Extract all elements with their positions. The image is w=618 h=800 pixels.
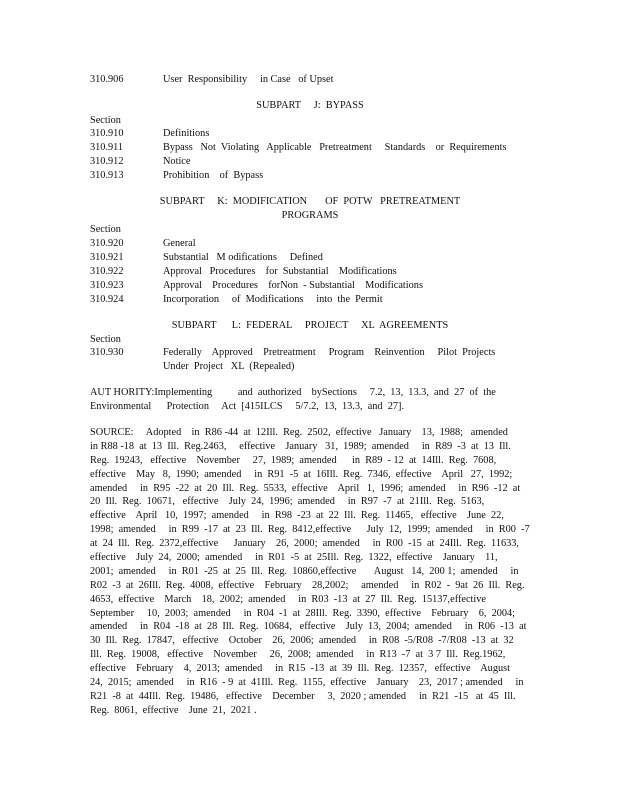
source-line: amended in R95 -22 at 20 Ill. Reg. 5533, effective April 1, 1996; amended in R96 -12 at [90, 482, 521, 494]
section-number: 310.921 [90, 252, 124, 263]
section-title: Approval Procedures for Substantial Modifications [163, 266, 397, 277]
source-line: Reg. 19243, effective November 27, 1989; amended in R89 - 12 at 14Ill. Reg. 7608, [90, 454, 497, 466]
source-line: 2001; amended in R01 -25 at 25 Ill. Reg. 10860,effective August 14, 200 1; amended in [90, 565, 519, 577]
section-number: 310.930 [90, 347, 124, 358]
source-line: at 24 Ill. Reg. 2372,effective January 26, 2000; amended in R00 -15 at 24Ill. Reg. 11633, [90, 538, 519, 550]
section-title: Definitions [163, 128, 210, 139]
subpart-k-heading-continued: PROGRAMS [281, 210, 339, 221]
subpart-j-heading: SUBPART J: BYPASS [256, 100, 364, 111]
section-number: 310.910 [90, 128, 124, 139]
source-line: effective May 8, 1990; amended in R91 -5 at 16Ill. Reg. 7346, effective April 27, 1992; [90, 468, 513, 480]
section-title: Prohibition of Bypass [163, 170, 264, 181]
source-line: 20 Ill. Reg. 10671, effective July 24, 1996; amended in R97 -7 at 21Ill. Reg. 5163, [90, 496, 485, 508]
section-title: Bypass Not Violating Applicable Pretreatment Standards or Requirements [163, 142, 507, 153]
source-line: effective February 4, 2013; amended in R15 -13 at 39 Ill. Reg. 12357, effective August [90, 663, 510, 675]
source-line: 1998; amended in R99 -17 at 23 Ill. Reg. 8412,effective July 12, 1999; amended in R00 -7 [90, 524, 530, 536]
source-line: SOURCE: Adopted in R86 -44 at 12Ill. Reg. 2502, effective January 13, 1988; amended [90, 427, 508, 438]
source-line: R21 -8 at 44Ill. Reg. 19486, effective December 3, 2020 ; amended in R21 -15 at 45 Ill. [90, 690, 516, 702]
subpart-l-heading: SUBPART L: FEDERAL PROJECT XL AGREEMENTS [171, 320, 449, 331]
authority-note [90, 386, 512, 414]
source-line: Ill. Reg. 19008, effective November 26, 2008; amended in R13 -7 at 3 7 Ill. Reg.1962, [90, 649, 506, 661]
section-title: Under Project XL (Repealed) [163, 361, 295, 372]
source-line: 24, 2015; amended in R16 - 9 at 41Ill. Reg. 1155, effective January 23, 2017 ; amended in [90, 677, 524, 689]
source-line: 30 Ill. Reg. 17847, effective October 26, 2006; amended in R08 -5/R08 -7/R08 -13 at 32 [90, 635, 514, 647]
section-number: 310.924 [90, 294, 124, 305]
section-number: 310.906 [90, 74, 124, 85]
source-line: Reg. 8061, effective June 21, 2021 . [90, 704, 257, 716]
source-line: amended in R04 -18 at 28 Ill. Reg. 10684, effective July 13, 2004; amended in R06 -13 at [90, 621, 527, 633]
section-number: 310.920 [90, 238, 124, 249]
source-line: September 10, 2003; amended in R04 -1 at 28Ill. Reg. 3390, effective February 6, 2004; [90, 607, 516, 619]
authority-line: Environmental Protection Act [415ILCS 5/7.2, 13, 13.3, and 27]. [90, 400, 405, 412]
section-label: Section [90, 224, 121, 235]
section-title: Notice [163, 156, 191, 167]
section-title: Federally Approved Pretreatment Program Reinvention Pilot Projects [163, 347, 496, 358]
authority-line: AUT HORITY:Implementing and authorized bySections 7.2, 13, 13.3, and 27 of the [90, 387, 496, 398]
section-number: 310.922 [90, 266, 124, 277]
section-title: Incorporation of Modifications into the Permit [163, 294, 383, 305]
section-label: Section [90, 115, 121, 126]
source-line: effective July 24, 2000; amended in R01 -5 at 25Ill. Reg. 1322, effective January 11, [90, 552, 498, 564]
section-number: 310.923 [90, 280, 124, 291]
source-line: effective April 10, 1997; amended in R98 -23 at 22 Ill. Reg. 11465, effective June 22, [90, 510, 504, 522]
section-number: 310.913 [90, 170, 124, 181]
source-line: R02 -3 at 26Ill. Reg. 4008, effective February 28,2002; amended in R02 - 9at 26 Ill. Reg. [90, 579, 525, 591]
section-number: 310.911 [90, 142, 124, 153]
source-line: in R88 -18 at 13 Ill. Reg.2463, effective January 31, 1989; amended in R89 -3 at 13 Ill. [90, 440, 511, 452]
section-title: Approval Procedures forNon - Substantial Modifications [163, 280, 423, 291]
section-label: Section [90, 334, 121, 345]
section-number: 310.912 [90, 156, 124, 167]
section-title: General [163, 238, 196, 249]
section-title: User Responsibility in Case of Upset [163, 74, 334, 85]
source-line: 4653, effective March 18, 2002; amended in R03 -13 at 27 Ill. Reg. 15137,effective [90, 593, 486, 605]
subpart-k-heading: SUBPART K: MODIFICATION OF POTW PRETREATMENT [159, 196, 461, 207]
source-note [90, 426, 530, 718]
section-title: Substantial M odifications Defined [163, 252, 323, 263]
